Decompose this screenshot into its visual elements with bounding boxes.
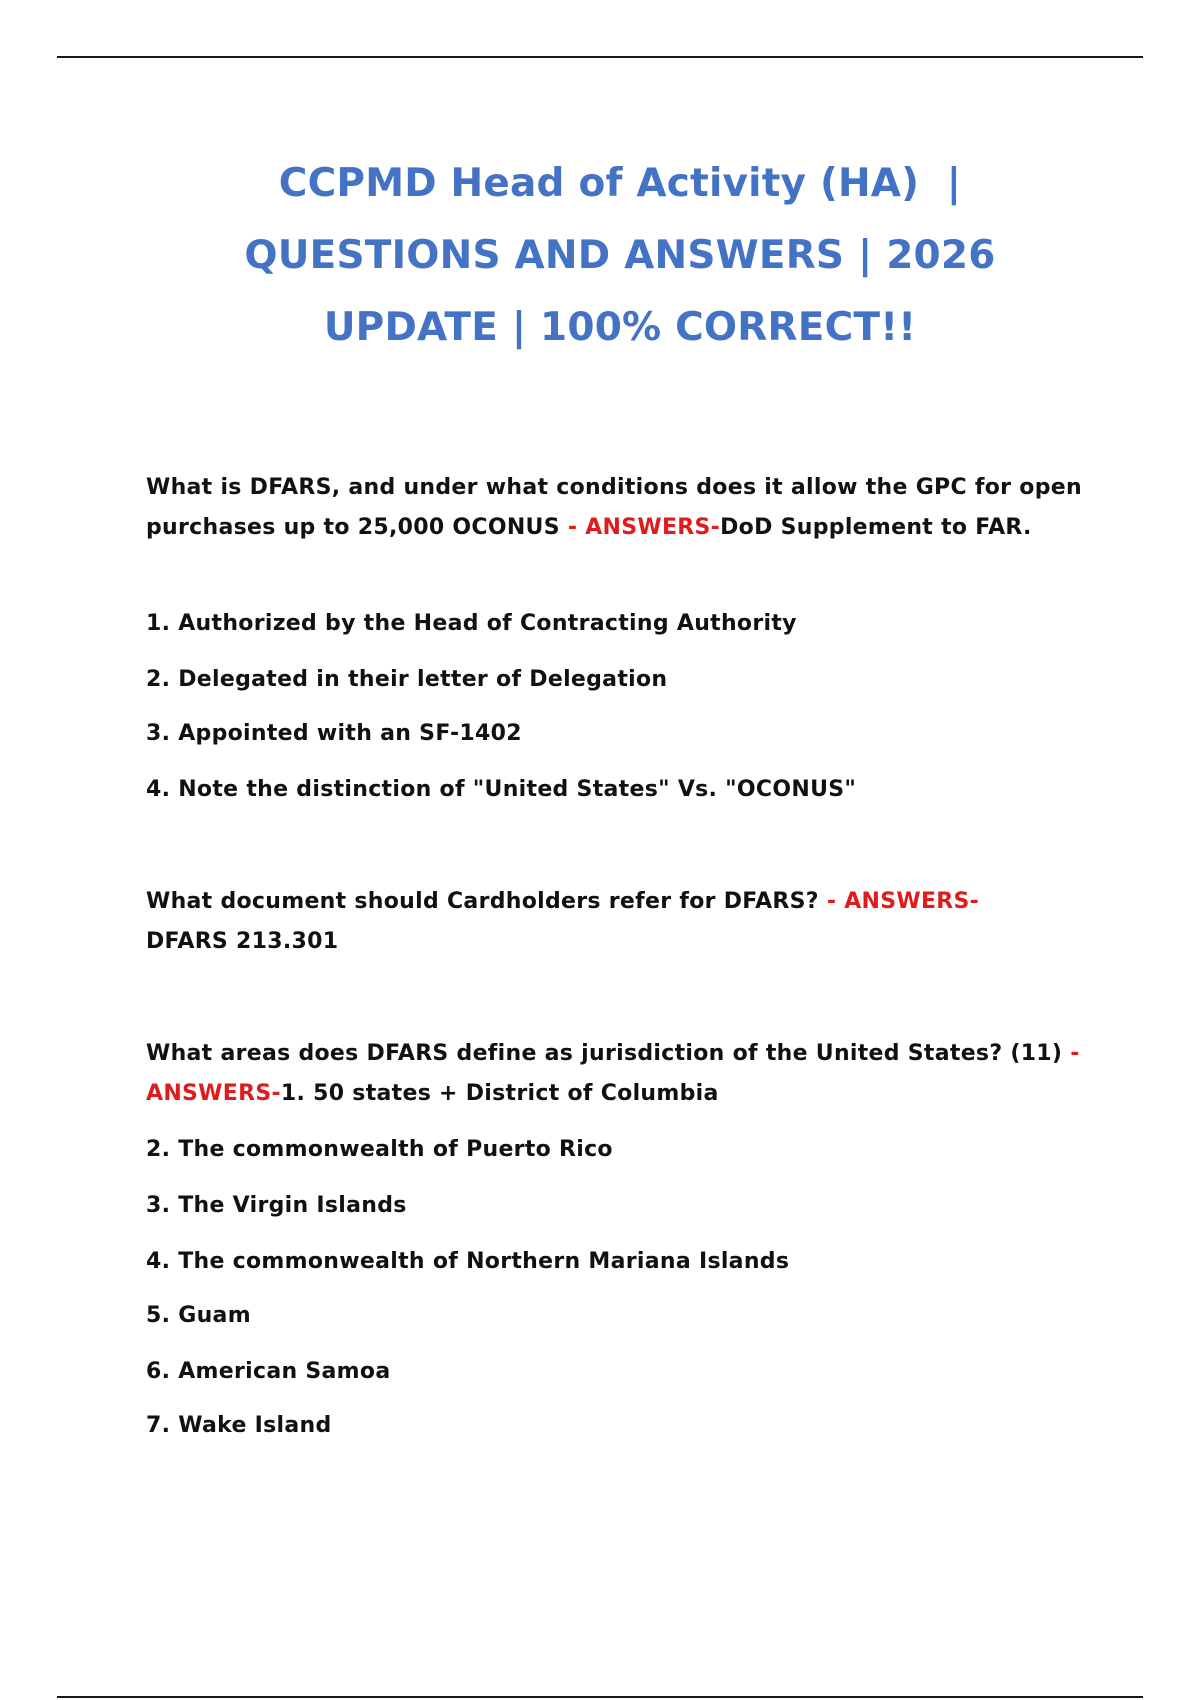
qa-1-item: 4. Note the distinction of "United States" Vs. "OCONUS"	[146, 777, 857, 802]
qa-2-answer: DFARS 213.301	[146, 929, 339, 954]
qa-block-3	[146, 1034, 1086, 1114]
qa-2-answers-marker: - ANSWERS-	[818, 889, 980, 914]
qa-3-item: 4. The commonwealth of Northern Mariana Islands	[146, 1249, 790, 1274]
qa-2-question: What document should Cardholders refer for DFARS?	[146, 889, 819, 914]
qa-1-answers-marker: - ANSWERS-	[559, 515, 721, 540]
qa-block-2	[146, 882, 1086, 962]
qa-3-item: 3. The Virgin Islands	[146, 1193, 407, 1218]
qa-2-paragraph	[146, 882, 1086, 962]
bottom-rule	[57, 1696, 1143, 1698]
qa-1-item-list	[146, 604, 1086, 810]
qa-1-item: 1. Authorized by the Head of Contracting Authority	[146, 611, 797, 636]
qa-3-item: 2. The commonwealth of Puerto Rico	[146, 1137, 613, 1162]
top-rule	[57, 56, 1143, 58]
qa-1-answer: DoD Supplement to FAR.	[720, 515, 1032, 540]
qa-3-item-list	[146, 1130, 1086, 1446]
title-line-2: QUESTIONS AND ANSWERS | 2026	[244, 233, 996, 278]
qa-3-question: What areas does DFARS define as jurisdiction of the United States? (11)	[146, 1041, 1063, 1066]
qa-1-question: What is DFARS, and under what conditions does it allow the GPC for open purchases up to 25,000 OCONUS	[146, 475, 1082, 540]
qa-3-paragraph	[146, 1034, 1086, 1114]
title-line-3: UPDATE | 100% CORRECT!!	[323, 305, 917, 350]
qa-3-answer: 1. 50 states + District of Columbia	[280, 1081, 719, 1106]
title-line-1: CCPMD Head of Activity (HA) |	[278, 161, 962, 206]
qa-3-item: 5. Guam	[146, 1303, 251, 1328]
qa-1-paragraph	[146, 468, 1086, 548]
qa-3-item: 7. Wake Island	[146, 1413, 332, 1438]
qa-1-item: 2. Delegated in their letter of Delegation	[146, 667, 668, 692]
qa-1-item: 3. Appointed with an SF-1402	[146, 721, 522, 746]
document-title	[140, 148, 1100, 364]
qa-3-answers-marker: - ANSWERS-	[146, 1041, 1080, 1106]
qa-3-item: 6. American Samoa	[146, 1359, 391, 1384]
qa-block-1	[146, 468, 1086, 548]
